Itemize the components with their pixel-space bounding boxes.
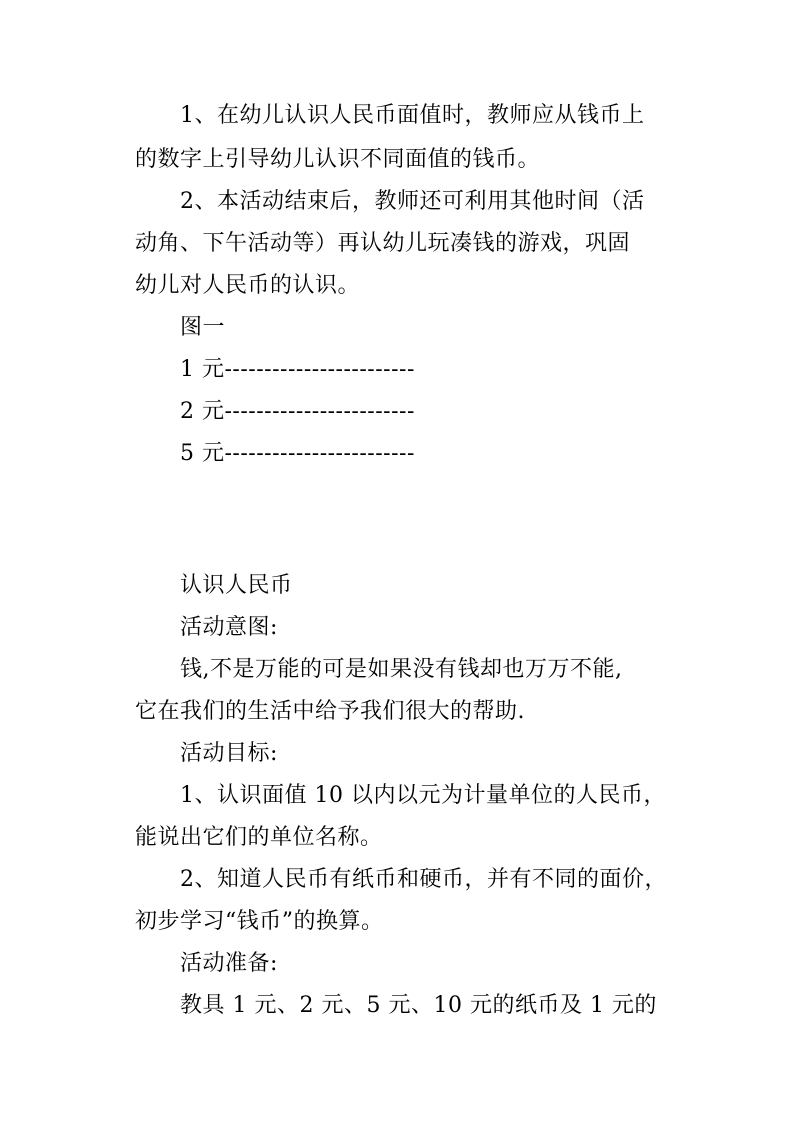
figure-row-2-yuan: 2 元------------------------ — [180, 399, 415, 424]
prep-heading: 活动准备: — [180, 951, 278, 976]
goals-heading: 活动目标: — [180, 741, 278, 766]
goal-1-line-2: 能说出它们的单位名称。 — [135, 825, 383, 850]
prep-line-1: 教具 1 元、2 元、5 元、10 元的纸币及 1 元的 — [180, 993, 657, 1018]
intent-line-2: 它在我们的生活中给予我们很大的帮助. — [135, 699, 525, 724]
lesson-title: 认识人民币 — [180, 573, 293, 598]
figure-title: 图一 — [180, 315, 226, 340]
note-2-line-3: 幼儿对人民币的认识。 — [135, 273, 361, 298]
figure-row-5-yuan: 5 元------------------------ — [180, 441, 415, 466]
note-1-line-2: 的数字上引导幼儿认识不同面值的钱币。 — [135, 147, 541, 172]
intent-line-1: 钱,不是万能的可是如果没有钱却也万万不能, — [180, 657, 623, 682]
note-2-line-1: 2、本活动结束后，教师还可利用其他时间（活 — [180, 189, 645, 214]
figure-row-1-yuan: 1 元------------------------ — [180, 357, 415, 382]
goal-2-line-2: 初步学习“钱币”的换算。 — [135, 909, 384, 934]
intent-heading: 活动意图: — [180, 615, 278, 640]
goal-2-line-1: 2、知道人民币有纸币和硬币，并有不同的面价， — [180, 867, 667, 892]
note-2-line-2: 动角、下午活动等）再认幼儿玩凑钱的游戏，巩固 — [135, 231, 631, 256]
goal-1-line-1: 1、认识面值 10 以内以元为计量单位的人民币， — [180, 783, 666, 808]
note-1-line-1: 1、在幼儿认识人民币面值时，教师应从钱币上 — [180, 103, 645, 128]
